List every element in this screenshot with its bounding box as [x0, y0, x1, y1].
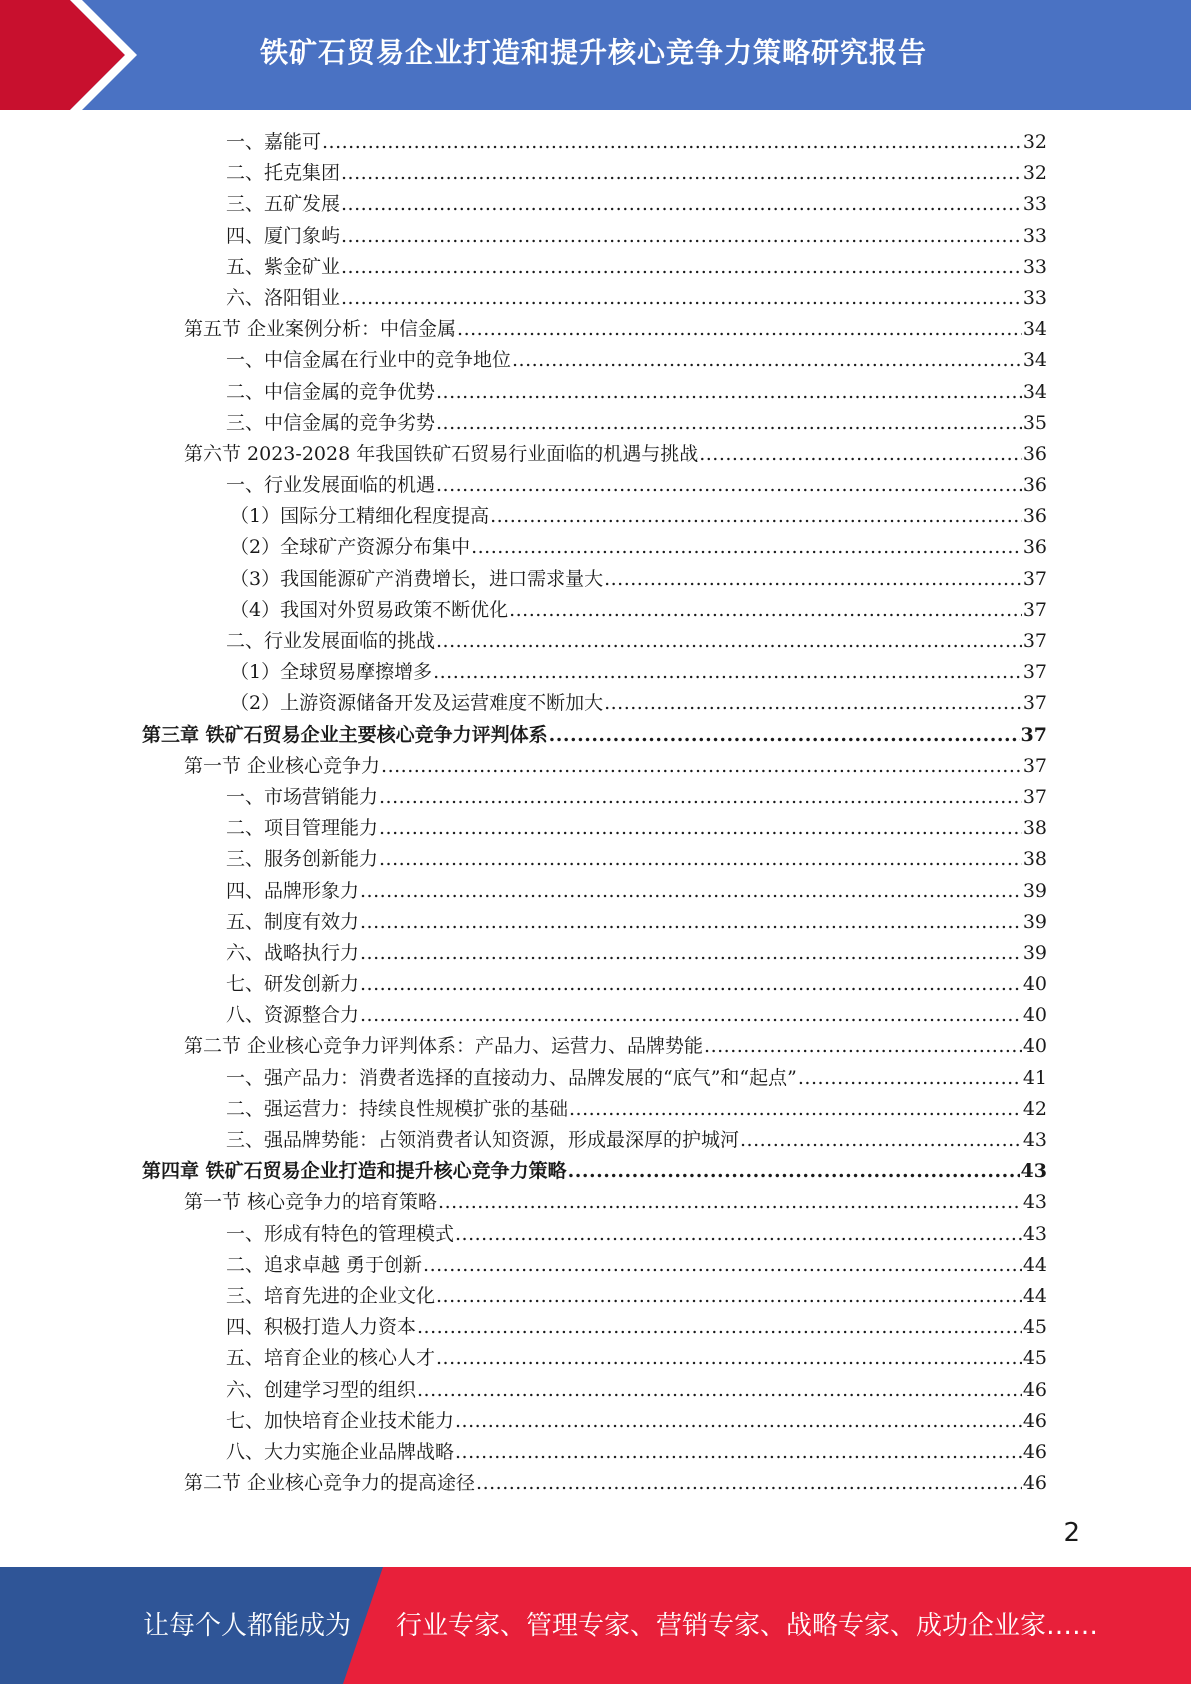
toc-entry-page: 46	[1022, 1440, 1047, 1463]
toc-entry[interactable]	[0, 1250, 1047, 1281]
toc-leader-dots	[476, 1468, 1022, 1499]
toc-entry-page: 37	[1022, 630, 1047, 652]
toc-entry-page: 35	[1022, 411, 1047, 434]
toc-leader-dots	[341, 252, 1022, 283]
toc-leader-dots	[438, 1187, 1022, 1218]
toc-entry[interactable]	[0, 1343, 1047, 1374]
toc-entry[interactable]	[0, 439, 1047, 470]
toc-entry[interactable]	[0, 189, 1047, 220]
toc-leader-dots	[436, 626, 1022, 657]
header-chevron-decoration	[0, 0, 150, 110]
toc-entry-title: 一、中信金属在行业中的竞争地位	[226, 349, 512, 372]
toc-entry-title: 第六节 2023-2028 年我国铁矿石贸易行业面临的机遇与挑战	[184, 442, 699, 465]
toc-entry-page: 33	[1022, 286, 1047, 309]
toc-entry-title: （1）全球贸易摩擦增多	[230, 661, 433, 684]
toc-entry-title: （3）我国能源矿产消费增长，进口需求量大	[230, 567, 604, 590]
toc-entry-page: 37	[1022, 785, 1047, 808]
toc-leader-dots	[423, 1250, 1022, 1281]
toc-entry-page: 44	[1022, 1284, 1047, 1307]
toc-leader-dots	[381, 751, 1022, 782]
toc-leader-dots	[341, 221, 1022, 252]
toc-entry-title: 一、嘉能可	[226, 131, 322, 153]
toc-entry[interactable]	[0, 283, 1047, 314]
toc-entry-title: 四、积极打造人力资本	[226, 1316, 417, 1339]
toc-entry-title: 一、强产品力：消费者选择的直接动力、品牌发展的“底气”和“起点”	[226, 1066, 797, 1089]
toc-leader-dots	[436, 377, 1022, 408]
toc-entry-page: 39	[1022, 910, 1047, 933]
toc-entry[interactable]	[0, 626, 1047, 657]
toc-entry[interactable]	[0, 907, 1047, 938]
toc-leader-dots	[433, 657, 1022, 688]
toc-entry-page: 36	[1022, 442, 1047, 465]
toc-entry-title: 五、制度有效力	[226, 910, 360, 933]
toc-entry-title: 四、品牌形象力	[226, 879, 360, 902]
toc-entry-title: （1）国际分工精细化程度提高	[230, 505, 490, 528]
toc-leader-dots	[604, 688, 1022, 719]
toc-entry-title: 三、培育先进的企业文化	[226, 1284, 436, 1307]
toc-entry-page: 38	[1022, 817, 1047, 840]
toc-entry-title: 三、强品牌势能：占领消费者认知资源，形成最深厚的护城河	[226, 1129, 740, 1151]
toc-entry-title: 第二节 企业核心竞争力的提高途径	[184, 1472, 476, 1495]
toc-entry-page: 44	[1022, 1253, 1047, 1276]
toc-leader-dots	[379, 813, 1022, 844]
toc-entry-page: 41	[1022, 1066, 1047, 1089]
toc-entry-title: 八、大力实施企业品牌战略	[226, 1440, 455, 1463]
toc-entry-title: 第一节 企业核心竞争力	[184, 754, 381, 777]
toc-leader-dots	[549, 720, 1020, 751]
toc-entry-page: 38	[1022, 848, 1047, 871]
toc-entry-title: 八、资源整合力	[226, 1004, 360, 1027]
toc-leader-dots	[436, 1343, 1022, 1374]
toc-entry[interactable]	[0, 1312, 1047, 1343]
toc-leader-dots	[341, 189, 1022, 220]
report-title: 铁矿石贸易企业打造和提升核心竞争力策略研究报告	[260, 36, 928, 69]
toc-leader-dots	[704, 1031, 1022, 1062]
toc-entry[interactable]	[0, 1000, 1047, 1031]
toc-entry-title: 七、研发创新力	[226, 973, 360, 996]
toc-entry-title: 二、追求卓越 勇于创新	[226, 1253, 423, 1276]
toc-entry-title: 三、服务创新能力	[226, 848, 379, 871]
toc-entry-page: 37	[1022, 692, 1047, 715]
toc-leader-dots	[490, 501, 1022, 532]
toc-entry-title: 第三章 铁矿石贸易企业主要核心竞争力评判体系	[142, 723, 548, 746]
toc-leader-dots	[417, 1375, 1022, 1406]
toc-entry-page: 32	[1022, 162, 1047, 185]
toc-entry[interactable]	[0, 1187, 1047, 1218]
toc-entry[interactable]	[0, 1156, 1047, 1187]
toc-leader-dots	[798, 1063, 1022, 1094]
toc-entry-title: 二、强运营力：持续良性规模扩张的基础	[226, 1097, 569, 1120]
toc-entry[interactable]	[0, 221, 1047, 252]
page-number: 2	[1063, 1518, 1080, 1548]
toc-entry-page: 39	[1022, 941, 1047, 964]
toc-entry[interactable]	[0, 1468, 1047, 1499]
toc-leader-dots	[568, 1156, 1020, 1187]
toc-entry[interactable]	[0, 252, 1047, 283]
toc-entry-title: 第五节 企业案例分析：中信金属	[184, 318, 457, 341]
toc-entry[interactable]	[0, 377, 1047, 408]
toc-entry[interactable]	[0, 408, 1047, 439]
toc-entry[interactable]	[0, 1437, 1047, 1468]
toc-leader-dots	[436, 1281, 1022, 1312]
toc-entry-page: 46	[1022, 1378, 1047, 1401]
toc-entry-page: 33	[1022, 224, 1047, 247]
toc-leader-dots	[604, 564, 1022, 595]
toc-entry[interactable]	[0, 969, 1047, 1000]
toc-entry-page: 42	[1022, 1097, 1047, 1120]
toc-entry-title: 六、创建学习型的组织	[226, 1378, 417, 1401]
toc-entry[interactable]	[0, 532, 1047, 563]
toc-entry[interactable]	[0, 158, 1047, 189]
toc-entry-page: 45	[1022, 1316, 1047, 1339]
toc-entry-title: 三、中信金属的竞争劣势	[226, 411, 436, 434]
toc-entry-page: 45	[1022, 1347, 1047, 1370]
toc-entry[interactable]	[0, 1094, 1047, 1125]
toc-entry[interactable]	[0, 657, 1047, 688]
toc-entry-page: 43	[1022, 1129, 1047, 1151]
page-footer	[0, 1567, 1191, 1684]
toc-entry-title: 第二节 企业核心竞争力评判体系：产品力、运营力、品牌势能	[184, 1035, 704, 1058]
toc-entry[interactable]	[0, 1375, 1047, 1406]
footer-slogan-right: 行业专家、管理专家、营销专家、战略专家、成功企业家……	[396, 1611, 1099, 1641]
toc-entry[interactable]	[0, 1281, 1047, 1312]
toc-entry-title: 一、形成有特色的管理模式	[226, 1222, 455, 1245]
footer-slogan-left: 让每个人都能成为	[143, 1611, 352, 1641]
toc-entry[interactable]	[0, 127, 1047, 158]
toc-entry[interactable]	[0, 751, 1047, 782]
toc-leader-dots	[740, 1125, 1022, 1156]
toc-leader-dots	[379, 782, 1022, 813]
toc-entry-title: 六、战略执行力	[226, 941, 360, 964]
toc-entry[interactable]	[0, 1125, 1047, 1156]
toc-entry-page: 43	[1020, 1160, 1047, 1183]
toc-entry-page: 36	[1022, 536, 1047, 559]
toc-leader-dots	[471, 532, 1022, 563]
toc-entry-title: 二、托克集团	[226, 162, 341, 185]
toc-leader-dots	[417, 1312, 1022, 1343]
toc-leader-dots	[457, 314, 1022, 345]
toc-entry-page: 34	[1022, 349, 1047, 372]
toc-entry[interactable]	[0, 1063, 1047, 1094]
toc-entry-title: （2）上游资源储备开发及运营难度不断加大	[230, 692, 604, 715]
toc-entry-title: 第四章 铁矿石贸易企业打造和提升核心竞争力策略	[142, 1160, 567, 1183]
toc-entry-page: 37	[1020, 723, 1047, 746]
toc-entry[interactable]	[0, 314, 1047, 345]
toc-entry[interactable]	[0, 501, 1047, 532]
toc-entry[interactable]	[0, 564, 1047, 595]
toc-entry-page: 33	[1022, 255, 1047, 278]
toc-entry-title: 二、中信金属的竞争优势	[226, 380, 436, 403]
toc-entry-page: 32	[1022, 131, 1047, 153]
toc-entry-page: 36	[1022, 474, 1047, 497]
toc-entry-page: 46	[1022, 1472, 1047, 1495]
toc-entry[interactable]	[0, 345, 1047, 376]
toc-entry-title: 三、五矿发展	[226, 193, 341, 216]
toc-entry[interactable]	[0, 470, 1047, 501]
toc-entry-title: 二、行业发展面临的挑战	[226, 630, 436, 652]
toc-entry[interactable]	[0, 876, 1047, 907]
toc-entry-page: 37	[1022, 661, 1047, 684]
toc-entry[interactable]	[0, 782, 1047, 813]
toc-leader-dots	[509, 595, 1022, 626]
toc-leader-dots	[341, 158, 1022, 189]
toc-leader-dots	[360, 969, 1022, 1000]
toc-leader-dots	[360, 907, 1022, 938]
toc-entry-page: 43	[1022, 1191, 1047, 1214]
toc-entry-page: 34	[1022, 318, 1047, 341]
toc-entry-page: 33	[1022, 193, 1047, 216]
toc-entry-page: 36	[1022, 505, 1047, 528]
toc-leader-dots	[436, 470, 1022, 501]
toc-leader-dots	[322, 127, 1022, 158]
toc-entry[interactable]	[0, 1031, 1047, 1062]
toc-entry-page: 40	[1022, 1004, 1047, 1027]
toc-entry-title: 五、紫金矿业	[226, 255, 341, 278]
toc-entry-page: 40	[1022, 973, 1047, 996]
toc-entry-page: 46	[1022, 1409, 1047, 1432]
toc-leader-dots	[512, 345, 1022, 376]
toc-entry-page: 34	[1022, 380, 1047, 403]
toc-entry-page: 37	[1022, 598, 1047, 621]
toc-entry-title: （2）全球矿产资源分布集中	[230, 536, 471, 559]
toc-entry[interactable]	[0, 688, 1047, 719]
toc-entry-page: 37	[1022, 754, 1047, 777]
toc-leader-dots	[455, 1219, 1022, 1250]
toc-leader-dots	[341, 283, 1022, 314]
toc-leader-dots	[360, 876, 1022, 907]
toc-entry[interactable]	[0, 813, 1047, 844]
toc-leader-dots	[360, 938, 1022, 969]
toc-entry-page: 43	[1022, 1222, 1047, 1245]
toc-leader-dots	[436, 408, 1022, 439]
toc-entry-title: 第一节 核心竞争力的培育策略	[184, 1191, 438, 1214]
toc-leader-dots	[699, 439, 1022, 470]
toc-leader-dots	[379, 844, 1022, 875]
toc-entry-title: 一、市场营销能力	[226, 785, 379, 808]
toc-entry-title: 六、洛阳钼业	[226, 286, 341, 309]
toc-entry-title: 七、加快培育企业技术能力	[226, 1409, 455, 1432]
toc-leader-dots	[360, 1000, 1022, 1031]
toc-entry-title: 二、项目管理能力	[226, 817, 379, 840]
toc-entry-page: 37	[1022, 567, 1047, 590]
toc-leader-dots	[569, 1094, 1022, 1125]
table-of-contents	[0, 127, 1191, 1499]
toc-entry[interactable]	[0, 595, 1047, 626]
toc-entry[interactable]	[0, 1406, 1047, 1437]
toc-leader-dots	[455, 1437, 1022, 1468]
toc-entry-page: 39	[1022, 879, 1047, 902]
toc-entry-title: 一、行业发展面临的机遇	[226, 474, 436, 497]
toc-entry[interactable]	[0, 938, 1047, 969]
toc-entry[interactable]	[0, 844, 1047, 875]
toc-entry-page: 40	[1022, 1035, 1047, 1058]
toc-entry[interactable]	[0, 720, 1047, 751]
toc-entry-title: 四、厦门象屿	[226, 224, 341, 247]
toc-entry-title: 五、培育企业的核心人才	[226, 1347, 436, 1370]
toc-entry[interactable]	[0, 1219, 1047, 1250]
page-header	[0, 0, 1191, 110]
toc-entry-title: （4）我国对外贸易政策不断优化	[230, 598, 509, 621]
toc-leader-dots	[455, 1406, 1022, 1437]
